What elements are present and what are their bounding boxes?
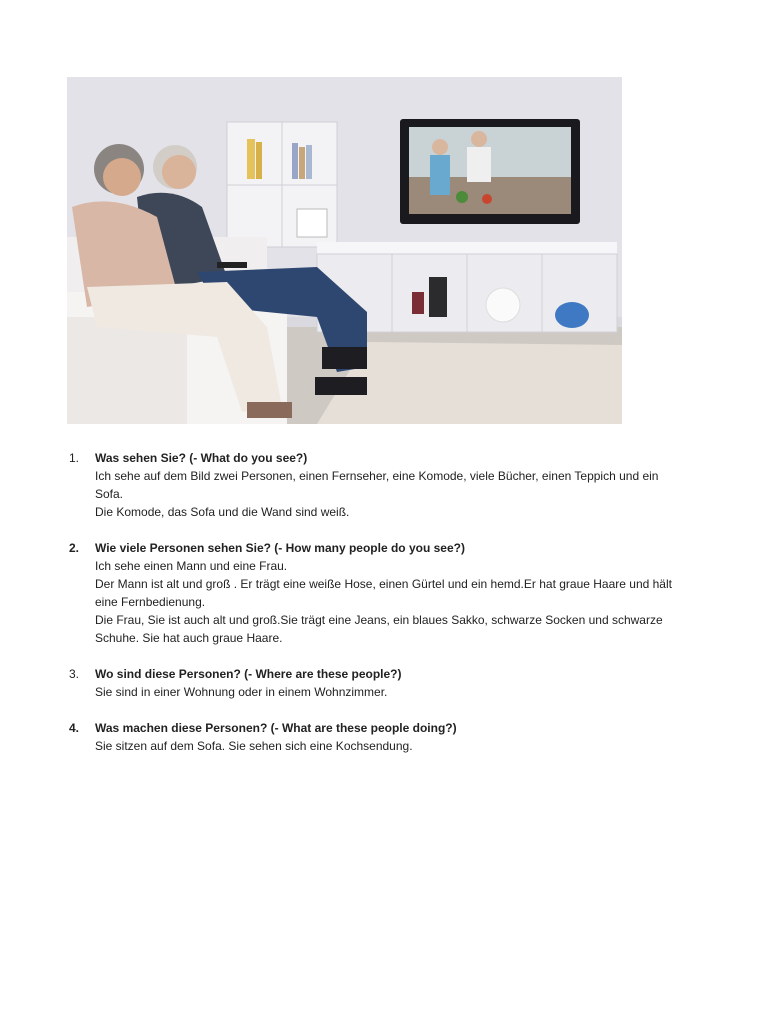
question-number: 2.: [69, 541, 80, 555]
question-text: Wie viele Personen sehen Sie? (- How many people do you see?): [95, 541, 465, 555]
photo-illustration: [67, 77, 622, 424]
question-number: 3.: [69, 667, 80, 681]
question-item-1: [68, 449, 688, 521]
question-list: [68, 449, 688, 773]
answer-text: Ich sehe auf dem Bild zwei Personen, einen Fernseher, eine Komode, viele Bücher, einen Teppich und ein Sofa.: [95, 469, 659, 501]
question-item-3: [68, 665, 688, 701]
answer-text: Sie sind in einer Wohnung oder in einem Wohnzimmer.: [95, 685, 388, 699]
answer-text: Der Mann ist alt und groß . Er trägt eine weiße Hose, einen Gürtel und ein hemd.Er hat graue Haare und hält eine Fernbedienung.: [95, 577, 672, 609]
question-text: Wo sind diese Personen? (- Where are these people?): [95, 667, 402, 681]
bookshelf: [227, 122, 337, 247]
question-text: Was machen diese Personen? (- What are these people doing?): [95, 721, 457, 735]
question-text: Was sehen Sie? (- What do you see?): [95, 451, 308, 465]
question-item-4: [68, 719, 688, 755]
answer-text: Ich sehe einen Mann und eine Frau.: [95, 559, 288, 573]
living-room-photo: [67, 77, 622, 424]
question-number: 1.: [69, 451, 80, 465]
tv: [400, 119, 580, 224]
answer-text: Die Komode, das Sofa und die Wand sind weiß.: [95, 505, 350, 519]
answer-text: Sie sitzen auf dem Sofa. Sie sehen sich eine Kochsendung.: [95, 739, 413, 753]
question-item-2: [68, 539, 688, 647]
answer-text: Die Frau, Sie ist auch alt und groß.Sie trägt eine Jeans, ein blaues Sakko, schwarze Socken und schwarze Schuhe. Sie hat auch graue Haare.: [95, 613, 663, 645]
question-number: 4.: [69, 721, 80, 735]
